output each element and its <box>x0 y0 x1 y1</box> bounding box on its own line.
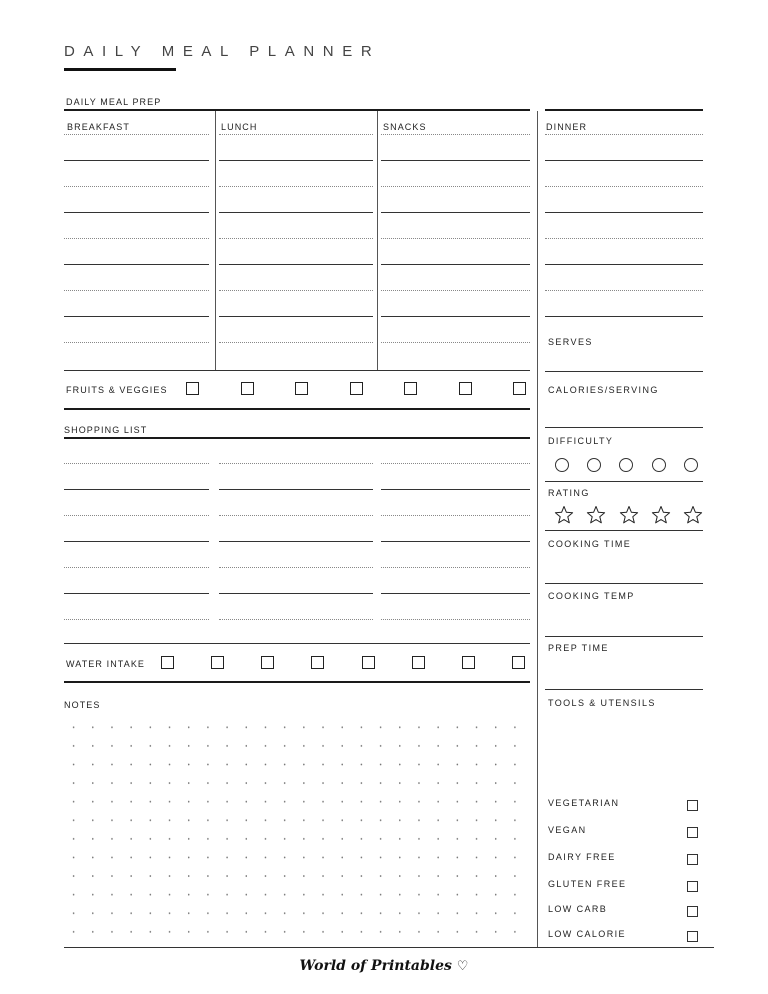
diet-option-checkbox[interactable] <box>687 931 698 942</box>
cooking-temp-label: COOKING TEMP <box>548 591 635 601</box>
meal-line-dotted[interactable] <box>219 290 373 291</box>
difficulty-circle-icon[interactable] <box>684 458 698 472</box>
rating-rule <box>545 530 703 531</box>
meal-prep-heading: DAILY MEAL PREP <box>66 97 162 107</box>
dinner-line-dotted[interactable] <box>545 134 703 135</box>
water-checkbox[interactable] <box>261 656 274 669</box>
dinner-line-solid[interactable] <box>545 316 703 317</box>
shopping-line-dotted[interactable] <box>64 463 209 464</box>
shopping-line-dotted[interactable] <box>64 619 209 620</box>
shopping-line-solid[interactable] <box>381 489 530 490</box>
water-bottom-rule <box>64 681 530 683</box>
meal-line-dotted[interactable] <box>381 134 530 135</box>
difficulty-circle-icon[interactable] <box>619 458 633 472</box>
diet-option-label: VEGETARIAN <box>548 798 620 808</box>
heart-icon: ♡ <box>456 959 469 974</box>
meal-line-dotted[interactable] <box>219 134 373 135</box>
difficulty-circle-icon[interactable] <box>587 458 601 472</box>
meal-line-solid[interactable] <box>381 160 530 161</box>
shopping-line-solid[interactable] <box>381 593 530 594</box>
meal-line-dotted[interactable] <box>381 186 530 187</box>
shopping-line-dotted[interactable] <box>219 463 373 464</box>
difficulty-label: DIFFICULTY <box>548 436 614 446</box>
meal-line-solid[interactable] <box>64 160 209 161</box>
meal-line-solid[interactable] <box>64 264 209 265</box>
fruit-checkbox[interactable] <box>350 382 363 395</box>
serves-label: SERVES <box>548 337 593 347</box>
difficulty-circle-icon[interactable] <box>555 458 569 472</box>
meal-line-solid[interactable] <box>219 316 373 317</box>
water-checkbox[interactable] <box>211 656 224 669</box>
diet-option-checkbox[interactable] <box>687 906 698 917</box>
shopping-line-dotted[interactable] <box>381 463 530 464</box>
meal-line-dotted[interactable] <box>219 342 373 343</box>
fruits-bottom-rule <box>64 408 530 410</box>
brand-text: World of Printables <box>299 958 452 974</box>
page-title: DAILY MEAL PLANNER <box>64 43 381 60</box>
water-checkbox[interactable] <box>362 656 375 669</box>
meal-line-dotted[interactable] <box>219 238 373 239</box>
page-bottom-rule <box>64 947 714 948</box>
meal-line-dotted[interactable] <box>381 238 530 239</box>
meal-line-solid[interactable] <box>381 212 530 213</box>
shopping-line-dotted[interactable] <box>64 567 209 568</box>
star-icon[interactable] <box>651 505 670 524</box>
star-icon[interactable] <box>619 505 638 524</box>
meal-line-dotted[interactable] <box>64 134 209 135</box>
column-breakfast: BREAKFAST <box>67 122 130 132</box>
meal-prep-rule <box>64 109 530 111</box>
water-checkbox[interactable] <box>462 656 475 669</box>
shopping-line-solid[interactable] <box>64 541 209 542</box>
meal-line-solid[interactable] <box>219 264 373 265</box>
fruit-checkbox[interactable] <box>404 382 417 395</box>
notes-heading: NOTES <box>64 700 101 710</box>
shopping-line-dotted[interactable] <box>64 515 209 516</box>
fruit-checkbox[interactable] <box>186 382 199 395</box>
prep-time-label: PREP TIME <box>548 643 609 653</box>
shopping-line-dotted[interactable] <box>381 619 530 620</box>
shopping-list-rule <box>64 437 530 439</box>
meal-line-dotted[interactable] <box>381 342 530 343</box>
shopping-line-solid[interactable] <box>64 489 209 490</box>
calories-rule <box>545 427 703 428</box>
tools-label: TOOLS & UTENSILS <box>548 698 656 708</box>
water-checkbox[interactable] <box>161 656 174 669</box>
water-checkbox[interactable] <box>512 656 525 669</box>
diet-option-checkbox[interactable] <box>687 827 698 838</box>
meal-line-solid[interactable] <box>219 212 373 213</box>
dinner-line-solid[interactable] <box>545 212 703 213</box>
shopping-line-dotted[interactable] <box>381 515 530 516</box>
dinner-line-dotted[interactable] <box>545 186 703 187</box>
prep-time-rule <box>545 689 703 690</box>
column-lunch: LUNCH <box>221 122 258 132</box>
meal-line-solid[interactable] <box>64 316 209 317</box>
meal-line-solid[interactable] <box>381 316 530 317</box>
star-icon[interactable] <box>586 505 605 524</box>
main-divider <box>537 111 538 948</box>
meal-line-dotted[interactable] <box>64 186 209 187</box>
column-snacks: SNACKS <box>383 122 427 132</box>
shopping-line-solid[interactable] <box>219 593 373 594</box>
diet-option-checkbox[interactable] <box>687 881 698 892</box>
meal-line-solid[interactable] <box>64 212 209 213</box>
fruits-veggies-label: FRUITS & VEGGIES <box>66 385 168 395</box>
shopping-line-solid[interactable] <box>219 489 373 490</box>
shopping-list-heading: SHOPPING LIST <box>64 425 148 435</box>
cooking-time-label: COOKING TIME <box>548 539 632 549</box>
notes-dot-grid <box>64 718 520 940</box>
dinner-rule <box>545 109 703 111</box>
diet-option-label: LOW CARB <box>548 904 608 914</box>
star-icon[interactable] <box>554 505 573 524</box>
rating-label: RATING <box>548 488 590 498</box>
diet-option-label: DAIRY FREE <box>548 852 616 862</box>
shopping-line-solid[interactable] <box>64 593 209 594</box>
meal-line-dotted[interactable] <box>64 290 209 291</box>
shopping-line-dotted[interactable] <box>219 515 373 516</box>
meal-line-solid[interactable] <box>219 160 373 161</box>
diet-option-checkbox[interactable] <box>687 854 698 865</box>
water-checkbox[interactable] <box>412 656 425 669</box>
dinner-line-dotted[interactable] <box>545 238 703 239</box>
fruit-checkbox[interactable] <box>513 382 526 395</box>
cooking-temp-rule <box>545 636 703 637</box>
star-icon[interactable] <box>683 505 702 524</box>
shopping-line-solid[interactable] <box>381 541 530 542</box>
shopping-line-solid[interactable] <box>219 541 373 542</box>
title-underline <box>64 68 176 71</box>
column-divider <box>377 111 378 370</box>
dinner-line-solid[interactable] <box>545 264 703 265</box>
diet-option-label: LOW CALORIE <box>548 929 626 939</box>
water-checkbox[interactable] <box>311 656 324 669</box>
shopping-line-dotted[interactable] <box>381 567 530 568</box>
serves-rule <box>545 371 703 372</box>
fruit-checkbox[interactable] <box>459 382 472 395</box>
water-intake-label: WATER INTAKE <box>66 659 146 669</box>
fruit-checkbox[interactable] <box>295 382 308 395</box>
water-top-rule <box>64 643 530 644</box>
meal-line-dotted[interactable] <box>64 342 209 343</box>
column-dinner: DINNER <box>546 122 588 132</box>
meal-line-dotted[interactable] <box>381 290 530 291</box>
diet-option-label: GLUTEN FREE <box>548 879 627 889</box>
footer-brand <box>0 958 768 974</box>
calories-label: CALORIES/SERVING <box>548 385 659 395</box>
meal-line-solid[interactable] <box>381 264 530 265</box>
fruit-checkbox[interactable] <box>241 382 254 395</box>
meal-line-dotted[interactable] <box>219 186 373 187</box>
difficulty-rule <box>545 481 703 482</box>
dinner-line-solid[interactable] <box>545 160 703 161</box>
shopping-line-dotted[interactable] <box>219 619 373 620</box>
shopping-line-dotted[interactable] <box>219 567 373 568</box>
meal-prep-bottom-rule <box>64 370 530 371</box>
difficulty-circle-icon[interactable] <box>652 458 666 472</box>
cooking-time-rule <box>545 583 703 584</box>
column-divider <box>215 111 216 370</box>
meal-line-dotted[interactable] <box>64 238 209 239</box>
diet-option-label: VEGAN <box>548 825 587 835</box>
dinner-line-dotted[interactable] <box>545 290 703 291</box>
diet-option-checkbox[interactable] <box>687 800 698 811</box>
